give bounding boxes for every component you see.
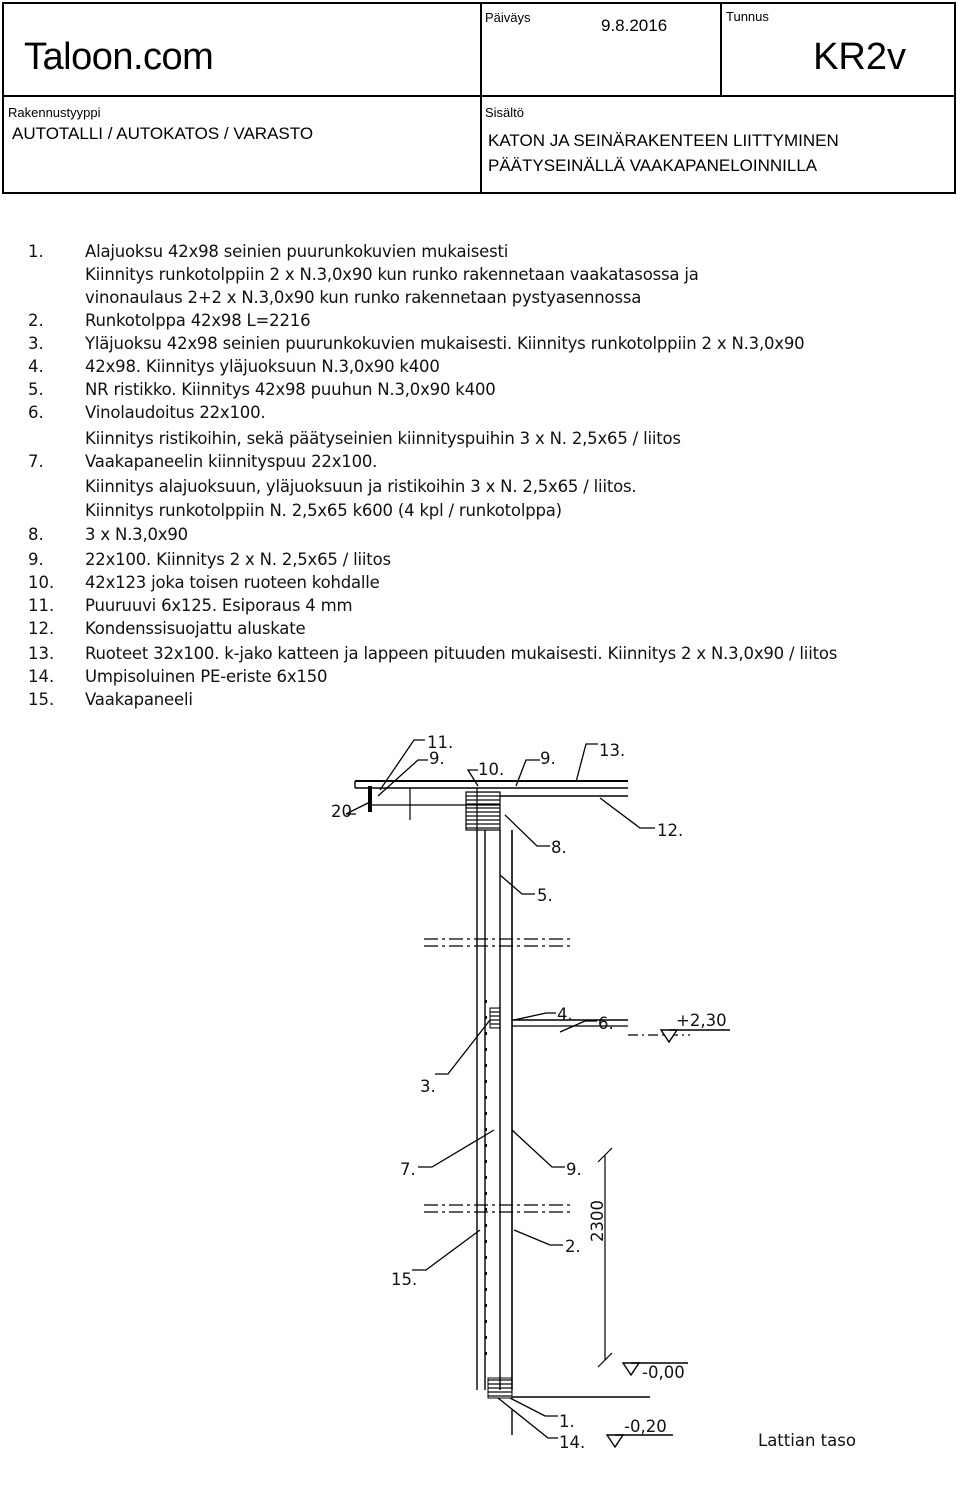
label-2: 2.: [565, 1237, 581, 1256]
date-caption: Päiväys: [485, 10, 531, 25]
leader-9b: [516, 760, 540, 786]
label-14: 14.: [559, 1433, 586, 1452]
note-number: 10.: [28, 573, 55, 592]
level-triangle: [661, 1030, 677, 1042]
level-triangle: [607, 1435, 623, 1447]
note-text: Runkotolppa 42x98 L=2216: [85, 311, 311, 330]
leader-14: [498, 1398, 558, 1438]
note-text: Vinolaudoitus 22x100.: [85, 403, 266, 422]
content-caption: Sisältö: [485, 105, 525, 120]
note-text: Puuruuvi 6x125. Esiporaus 4 mm: [85, 596, 353, 615]
note-text: Kiinnitys runkotolppiin 2 x N.3,0x90 kun runko rakennetaan vaakatasossa ja: [85, 265, 699, 284]
label-20: 20: [331, 802, 352, 821]
label-7: 7.: [400, 1160, 416, 1179]
level-minus-0-20: -0,20: [624, 1417, 667, 1436]
drawing-labels: [331, 733, 856, 1452]
label-9: 9.: [566, 1160, 582, 1179]
date-value: 9.8.2016: [601, 16, 668, 35]
note-number: 9.: [28, 550, 44, 569]
note-text: Alajuoksu 42x98 seinien puurunkokuvien mukaisesti: [85, 242, 509, 261]
brand-name: Taloon.com: [24, 36, 214, 78]
note-number: 4.: [28, 357, 44, 376]
label-8: 8.: [551, 838, 567, 857]
title-divider-v1: [480, 4, 482, 192]
content-line-1: KATON JA SEINÄRAKENTEEN LIITTYMINEN: [488, 131, 839, 150]
label-11: 11.: [427, 733, 454, 752]
note-text: NR ristikko. Kiinnitys 42x98 puuhun N.3,0x90 k400: [85, 380, 496, 399]
note-number: 14.: [28, 667, 55, 686]
title-block: [2, 2, 956, 194]
label-3: 3.: [420, 1077, 436, 1096]
note-text: 42x98. Kiinnitys yläjuoksuun N.3,0x90 k400: [85, 357, 440, 376]
floor-level-label: Lattian taso: [758, 1431, 856, 1450]
leader-10: [468, 770, 478, 786]
leader-12: [600, 798, 655, 828]
note-number: 2.: [28, 311, 44, 330]
leader-15: [412, 1230, 480, 1270]
note-number: 1.: [28, 242, 44, 261]
roof-assembly: [355, 781, 628, 830]
note-number: 5.: [28, 380, 44, 399]
roof-screw: [368, 786, 372, 812]
level-zero: -0,00: [642, 1363, 685, 1382]
note-text: 22x100. Kiinnitys 2 x N. 2,5x65 / liitos: [85, 550, 391, 569]
leader-9c: [512, 1130, 565, 1167]
type-caption: Rakennustyyppi: [8, 105, 101, 120]
dimension-label-2300: 2300: [588, 1200, 607, 1242]
label-9: 9.: [540, 749, 556, 768]
note-text: Vaakapaneeli: [85, 690, 193, 709]
note-text: Umpisoluinen PE-eriste 6x150: [85, 667, 328, 686]
note-number: 11.: [28, 596, 55, 615]
note-number: 13.: [28, 644, 55, 663]
note-text: vinonaulaus 2+2 x N.3,0x90 kun runko rakennetaan pystyasennossa: [85, 288, 642, 307]
note-text: Yläjuoksu 42x98 seinien puurunkokuvien mukaisesti. Kiinnitys runkotolppiin 2 x N.3,0x90: [85, 334, 805, 353]
leader-3: [435, 1020, 490, 1074]
note-number: 12.: [28, 619, 55, 638]
leader-5: [500, 875, 535, 894]
section-drawing: [0, 730, 960, 1490]
title-divider-h: [4, 95, 954, 97]
title-divider-v2: [720, 4, 722, 96]
dimension-2300: [598, 1148, 612, 1367]
label-10: 10.: [478, 760, 505, 779]
id-caption: Tunnus: [726, 9, 769, 24]
note-number: 15.: [28, 690, 55, 709]
note-number: 3.: [28, 334, 44, 353]
note-text: Kiinnitys ristikoihin, sekä päätyseinien kiinnityspuihin 3 x N. 2,5x65 / liitos: [85, 429, 681, 448]
label-1: 1.: [559, 1412, 575, 1431]
label-4: 4.: [557, 1005, 573, 1024]
level-triangle: [623, 1363, 639, 1375]
note-text: 42x123 joka toisen ruoteen kohdalle: [85, 573, 380, 592]
note-text: Kondenssisuojattu aluskate: [85, 619, 306, 638]
note-text: Kiinnitys alajuoksuun, yläjuoksuun ja ristikoihin 3 x N. 2,5x65 / liitos.: [85, 477, 637, 496]
leader-9: [378, 760, 428, 796]
label-5: 5.: [537, 886, 553, 905]
note-text: Kiinnitys runkotolppiin N. 2,5x65 k600 (4 kpl / runkotolppa): [85, 501, 562, 520]
note-text: Vaakapaneelin kiinnityspuu 22x100.: [85, 452, 378, 471]
label-9: 9.: [429, 749, 445, 768]
note-number: 7.: [28, 452, 44, 471]
label-13: 13.: [599, 741, 626, 760]
content-line-2: PÄÄTYSEINÄLLÄ VAAKAPANELOINNILLA: [488, 156, 818, 175]
leader-2: [514, 1230, 563, 1245]
note-text: 3 x N.3,0x90: [85, 525, 188, 544]
leader-7: [418, 1130, 494, 1167]
note-text: Ruoteet 32x100. k-jako katteen ja lappeen pituuden mukaisesti. Kiinnitys 2 x N.3,0x90 / liitos: [85, 644, 838, 663]
leader-13: [576, 744, 598, 782]
type-value: AUTOTALLI / AUTOKATOS / VARASTO: [12, 124, 314, 143]
label-15: 15.: [391, 1270, 418, 1289]
level-marks: [512, 1030, 730, 1447]
bottom-plate-hatch: [488, 1378, 512, 1398]
label-12: 12.: [657, 821, 684, 840]
level-plus-2-30: +2,30: [676, 1011, 727, 1030]
drawing-code: KR2v: [813, 36, 906, 78]
note-number: 8.: [28, 525, 44, 544]
leader-4: [514, 1013, 556, 1020]
note-number: 6.: [28, 403, 44, 422]
top-plate-hatch: [490, 1008, 500, 1028]
top-plate-hatch: [466, 792, 500, 830]
label-6: 6.: [598, 1014, 614, 1033]
leader-11: [380, 740, 425, 790]
centerlines: [424, 939, 690, 1212]
